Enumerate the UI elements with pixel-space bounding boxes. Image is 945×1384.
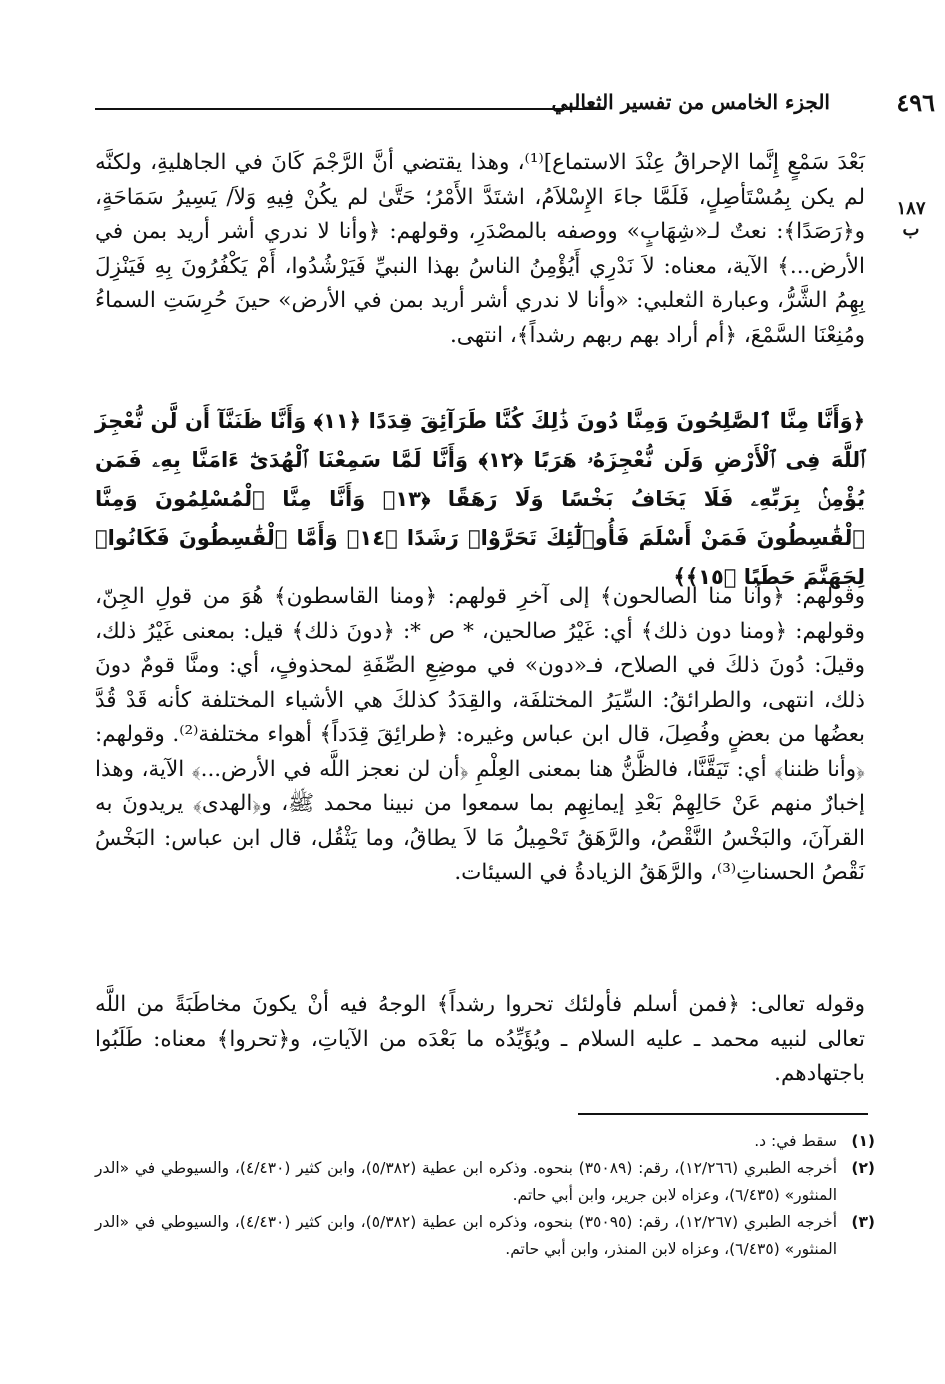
footnote-number: (٢) xyxy=(851,1159,875,1177)
footnote-3 xyxy=(95,1209,875,1263)
page-header xyxy=(95,88,935,128)
footnote-rule xyxy=(578,1113,868,1115)
header-rule xyxy=(95,108,605,110)
commentary-paragraph-2: وقولهم: ﴿وأنا منا الصالحون﴾ إلى آخرِ قولهم: ﴿ومنا القاسطون﴾ هُوَ من قولِ الجِنّ، وقولهم: ﴿ومنا دون ذلك﴾ أي: غَيْرُ صالحين، * ص *: ﴿دونَ ذلك﴾ قيل: بمعنى غَيْرُ ذلك، وقيلَ: دُونَ ذلكَ في الصلاح، فـ«دون» في موضِعِ الصِّفَةِ لمحذوفٍ، أي: ومنَّا قومٌ دونَ ذلك، انتهى، والطرائقُ: السِّيَرُ المختلفَة، والقِدَدُ كذلكَ هي الأشياء المختلفة كأنه قَدْ قُدَّ بعضُها من بعضٍ وفُصِلَ، قال ابن عباس وغيره: ﴿طرائِقَ قِدَداً﴾ أهواء مختلفة⁽²⁾. وقولهم: ﴿وأنا ظننا﴾ أي: تَيَقَّنَّا، فالظَّنُّ هنا بمعنى العِلْمِ ﴿أن لن نعجز اللَّه في الأرض...﴾ الآية، وهذا إخبارٌ منهم عَنْ حَالِهِمْ بَعْدِ إيمانِهِم بما سمعوا من نبينا محمد ﷺ، و﴿الهدى﴾ يريدونَ به القرآنَ، والبَخْسُ النَّقْصُ، والرَّهَقُ تَحْمِيلُ مَا لاَ يطاقُ، وما يَثْقُل، قال ابن عباس: البَخْسُ نَقْصُ الحسناتِ⁽³⁾، والرَّهَقُ الزيادةُ في السيئات. xyxy=(95,584,865,885)
quran-passage: ﴿وَأَنَّا مِنَّا ٱلصَّٰلِحُونَ وَمِنَّا دُونَ ذَٰلِكَ كُنَّا طَرَآئِقَ قِدَدًا ﴿١١﴾ وَأَنَّا ظَنَنَّآ أَن لَّن نُّعْجِزَ ٱللَّهَ فِى ٱلْأَرْضِ وَلَن نُّعْجِزَهُۥ هَرَبًا ﴿١٢﴾ وَأَنَّا لَمَّا سَمِعْنَا ٱلْهُدَىٰٓ ءَامَنَّا بِهِۦ فَمَن يُؤْمِنۢ بِرَبِّهِۦ فَلَا يَخَافُ بَخْسًا وَلَا رَهَقًا ﴿١٣﴾ وَأَنَّا مِنَّا ٱلْمُسْلِمُونَ وَمِنَّا ٱلْقَٰسِطُونَ فَمَنْ أَسْلَمَ فَأُو۟لَٰٓئِكَ تَحَرَّوْا۟ رَشَدًا ﴿١٤﴾ وَأَمَّا ٱلْقَٰسِطُونَ فَكَانُوا۟ لِجَهَنَّمَ حَطَبًا ﴿١٥﴾﴾ xyxy=(95,409,866,589)
footnote-number: (٣) xyxy=(851,1213,875,1231)
page-number: ٤٩٦ xyxy=(896,88,935,117)
commentary-paragraph-3: وقوله تعالى: ﴿فمن أسلم فأولئك تحروا رشداً﴾ الوجهُ فيه أنْ يكونَ مخاطَبَةً من اللَّه تعالى لنبيه محمد ـ عليه السلام ـ ويُؤَيِّدُه ما بَعْدَه من الآياتِ، و﴿تحروا﴾ معناه: طَلَبُوا باجتهادهم. xyxy=(95,992,865,1086)
commentary-paragraph-1: بَعْدَ سَمْعٍ إِنَّما الإحراقُ عِنْدَ الاستماع]⁽¹⁾، وهذا يقتضي أنَّ الرَّجْمَ كَانَ في الجاهليةِ، ولكنَّه لم يكن بِمُسْتَأصِلٍ، فَلَمَّا جاءَ الإِسْلاَمُ، اشتَدَّ الأَمْرُ؛ حَتَّىٰ لم يكُنْ فِيهِ وَلاَ/ يَسِيرُ سَمَاحَةٍ، و﴿رَصَدًا﴾: نعتٌ لـ«شِهَابٍ» ووصفه بالمصْدَرِ، وقولهم: ﴿وأنا لا ندري أشر أريد بمن في الأرض...﴾ الآية، معناه: لاَ نَدْرِي أَيُؤْمِنُ الناسُ بهذا النبيِّ فَيَرْشُدُوا، أَمْ يَكْفُرُونَ بِهِ فَيَنْزِلَ بِهِمُ الشَّرُّ، وعبارة الثعلبي: «وأنا لا ندري أشر أريد بمن في الأرض» حينَ حُرِسَتِ السماءُ ومُنِعْنَا السَّمْعَ، ﴿أم أراد بهم ربهم رشداً﴾، انتهى. xyxy=(95,150,866,348)
running-title: الجزء الخامس من تفسير الثعالبي xyxy=(551,90,830,114)
footnotes xyxy=(95,1128,875,1263)
footnote-text: أخرجه الطبري (١٢/٢٦٦)، رقم: (٣٥٠٨٩) بنحوه. وذكره ابن عطية (٥/٣٨٢)، وابن كثير (٤/٤٣٠)، والسيوطي في «الدر المنثور» (٦/٤٣٥)، وعزاه لابن جرير، وابن أبي حاتم. xyxy=(95,1159,838,1204)
footnote-text: سقط في: د. xyxy=(754,1132,837,1150)
manuscript-folio-marker: ١٨٧ ب xyxy=(896,198,926,240)
footnote-1 xyxy=(95,1128,875,1155)
footnote-2 xyxy=(95,1155,875,1209)
footnote-number: (١) xyxy=(851,1132,875,1150)
footnote-text: أخرجه الطبري (١٢/٢٦٧)، رقم: (٣٥٠٩٥) بنحوه، وذكره ابن عطية (٥/٣٨٢)، وابن كثير (٤/٤٣٠)، والسيوطي في «الدر المنثور» (٦/٤٣٥)، وعزاه لابن المنذر، وابن أبي حاتم. xyxy=(95,1213,837,1258)
